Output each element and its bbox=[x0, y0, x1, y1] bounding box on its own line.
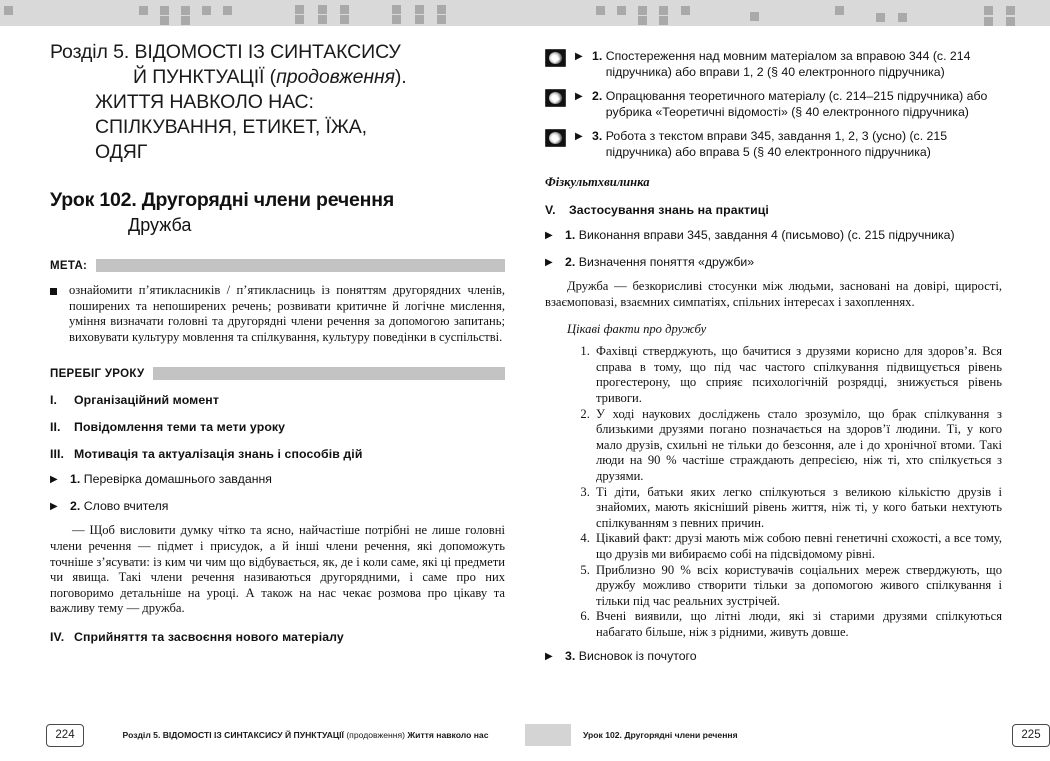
decorative-square bbox=[160, 16, 169, 25]
list-item: 2. У ході наукових досліджень стало зрозуміло, що брак спілкування з близькими друзями погано позначається на здоров’ї людини. Ті, у кого мало друзів, схильні не тільки до безсоння, але і до хронічної втоми. Такі люди на 90 % частіше страждають депресією, ніж ті, хто спілкується з друзями. bbox=[593, 407, 1002, 485]
video-item-label: Спостереження над мовним матеріалом за вправою 344 (с. 214 підручника) або вправи 1, 2 (§ 40 електронного підручника) bbox=[605, 49, 971, 79]
running-head-left-part3: Життя навколо нас bbox=[407, 730, 489, 740]
list-item bbox=[50, 499, 505, 515]
decorative-square bbox=[437, 5, 446, 14]
decorative-square bbox=[139, 6, 148, 15]
fizkultkhvylynka-label: Фізкультхвилинка bbox=[545, 175, 650, 189]
section-heading-ii bbox=[50, 420, 505, 434]
page-number-right: 225 bbox=[1012, 724, 1050, 747]
list-item: 3. Ті діти, батьки яких легко спілкуються з великою кількістю друзів і знайомих, мають якісніший рівень життя, ніж ті, у кого батьки нехтують спілкуванням з певних причин. bbox=[593, 485, 1002, 532]
chapter-heading-line-2-italic: продовження bbox=[276, 66, 395, 88]
triangle-bullet-icon: ▶ bbox=[575, 51, 583, 62]
list-item: 5. Приблизно 90 % всіх користувачів соціальних мереж стверджують, що дружбу можливо створити тільки за допомогою живого спілкування і тільки під час реальних зустрічей. bbox=[593, 563, 1002, 610]
video-item-number: 2. bbox=[592, 89, 603, 103]
meta-header bbox=[50, 259, 505, 272]
decorative-square bbox=[160, 6, 169, 15]
decorative-square bbox=[1006, 6, 1015, 15]
list-item bbox=[545, 649, 1002, 665]
video-item-label: Опрацювання теоретичного матеріалу (с. 214–215 підручника) або рубрика «Теоретичні відомості» (§ 40 електронного підручника) bbox=[605, 89, 988, 119]
video-item-label: Робота з текстом вправи 345, завдання 1, 2, 3 (усно) (с. 215 підручника) або вправа 5 (§ 40 електронного підручника) bbox=[605, 129, 948, 159]
decorative-square bbox=[596, 6, 605, 15]
square-bullet-icon bbox=[50, 283, 69, 345]
decorative-square bbox=[835, 6, 844, 15]
chapter-heading-line-5: ОДЯГ bbox=[95, 141, 148, 163]
decorative-square bbox=[295, 15, 304, 24]
chapter-heading-line-2-pre: Й ПУНКТУАЦІЇ ( bbox=[133, 66, 277, 88]
decorative-square bbox=[617, 6, 626, 15]
video-item-number: 3. bbox=[592, 129, 603, 143]
list-item-label: Визначення поняття «дружби» bbox=[578, 254, 755, 269]
chapter-heading-line-3: ЖИТТЯ НАВКОЛО НАС: bbox=[95, 91, 314, 113]
decorative-square bbox=[181, 16, 190, 25]
footer-right bbox=[525, 722, 1050, 748]
section-title-ii: Повідомлення теми та мети уроку bbox=[74, 420, 286, 435]
section-number-v: V. bbox=[545, 203, 556, 217]
triangle-bullet-icon: ▶ bbox=[545, 230, 553, 241]
triangle-bullet-icon: ▶ bbox=[545, 651, 553, 663]
page-spread bbox=[0, 26, 1050, 761]
list-item-label: Слово вчителя bbox=[83, 498, 169, 513]
running-head-left-part2: (продовження) bbox=[346, 730, 408, 740]
list-item: 4. Цікавий факт: друзі мають між собою певні генетичні схожості, а все тому, що друзів ми вибираємо собі на підсвідомому рівні. bbox=[593, 531, 1002, 562]
section-title-i: Організаційний момент bbox=[74, 393, 219, 408]
decorative-square bbox=[681, 6, 690, 15]
section-number-iii: III. bbox=[50, 447, 65, 462]
video-play-icon bbox=[545, 89, 566, 107]
section-heading-iii bbox=[50, 447, 505, 461]
triangle-bullet-icon: ▶ bbox=[50, 500, 58, 512]
chapter-heading-line-4: СПІЛКУВАННЯ, ЕТИКЕТ, ЇЖА, bbox=[95, 116, 367, 138]
chapter-heading-line-1: Розділ 5. ВІДОМОСТІ ІЗ СИНТАКСИСУ bbox=[50, 41, 401, 63]
page-right bbox=[525, 26, 1050, 761]
page-number-left: 224 bbox=[46, 724, 84, 747]
list-item-number: 2. bbox=[70, 498, 81, 513]
decorative-square bbox=[750, 12, 759, 21]
triangle-bullet-icon: ▶ bbox=[50, 474, 58, 486]
list-item bbox=[50, 472, 505, 488]
chapter-heading-line-2-post: ). bbox=[394, 66, 407, 88]
facts-list bbox=[545, 344, 1002, 640]
decorative-square bbox=[415, 5, 424, 14]
section-title-iii: Мотивація та актуалізація знань і способів дій bbox=[74, 447, 363, 462]
video-list-item bbox=[545, 129, 1002, 160]
decorative-square bbox=[984, 17, 993, 26]
decorative-square bbox=[4, 6, 13, 15]
course-rule-bar bbox=[153, 367, 505, 380]
meta-rule-bar bbox=[96, 259, 505, 272]
decorative-top-band bbox=[0, 0, 1050, 26]
lesson-title: Урок 102. Другорядні члени речення bbox=[50, 189, 395, 211]
triangle-bullet-icon: ▶ bbox=[575, 91, 583, 102]
list-item bbox=[545, 255, 1002, 271]
meta-goal-row bbox=[50, 283, 505, 345]
video-list-item bbox=[545, 49, 1002, 80]
triangle-bullet-icon: ▶ bbox=[545, 256, 553, 268]
teacher-paragraph: — Щоб висловити думку чітко та ясно, найчастіше потрібні не лише головні члени речення — підмет і присудок, а й інші члени речення, які допоможуть точніше з’ясувати: із ким чи чим що відбувається, як, де і коли саме, які ці предмети чи явища. Такі члени речення називаються другорядними, і саме про них поговоримо детальніше на уроці. А також на нас чекає розмова про цікаву та важливу тему — дружба. bbox=[50, 523, 505, 616]
list-item-number: 1. bbox=[565, 228, 576, 242]
lesson-subtitle: Дружба bbox=[128, 215, 192, 235]
decorative-square bbox=[984, 6, 993, 15]
section-number-i: I. bbox=[50, 393, 58, 408]
section-title-v: Застосування знань на практиці bbox=[569, 203, 769, 217]
course-header bbox=[50, 367, 505, 380]
friendship-definition: Дружба — безкорисливі стосунки між людьми, засновані на довірі, щирості, взаємоповазі, взаємних симпатіях, спільних інтересах і захопленнях. bbox=[545, 279, 1002, 309]
decorative-square bbox=[898, 13, 907, 22]
decorative-square bbox=[392, 15, 401, 24]
video-list-item bbox=[545, 89, 1002, 120]
section-heading-iv bbox=[50, 630, 505, 644]
decorative-square bbox=[340, 5, 349, 14]
decorative-square bbox=[223, 6, 232, 15]
decorative-square bbox=[659, 16, 668, 25]
list-item-label: Виконання вправи 345, завдання 4 (письмово) (с. 215 підручника) bbox=[578, 228, 955, 242]
section-heading-i bbox=[50, 393, 505, 407]
running-head-right: Урок 102. Другорядні члени речення bbox=[583, 730, 738, 740]
chapter-heading bbox=[50, 40, 505, 165]
list-item-label: Висновок із почутого bbox=[578, 649, 697, 664]
video-item-number: 1. bbox=[592, 49, 603, 63]
running-head-left-part1: Розділ 5. ВІДОМОСТІ ІЗ СИНТАКСИСУ Й ПУНКТУАЦІЇ bbox=[122, 730, 347, 740]
decorative-square bbox=[415, 15, 424, 24]
section-number-iv: IV. bbox=[50, 629, 65, 644]
meta-goal-text: ознайомити п’ятикласників / п’ятикласниць із поняттям другорядних членів, поширених та непоширених речень; розвивати критичне й логічне мислення, уміння визначати головні та другорядні члени речення за допомогою запитань; виховувати культуру мовлення та спілкування, культуру поведінки в суспільстві. bbox=[69, 283, 505, 344]
decorative-square bbox=[638, 6, 647, 15]
section-number-ii: II. bbox=[50, 420, 61, 435]
decorative-square bbox=[876, 13, 885, 22]
list-item: 1. Фахівці стверджують, що бачитися з друзями корисно для здоров’я. Вся справа в тому, що під час частого спілкування підвищується рівень прогестерону, що сприяє психологічній розрядці, знижується рівень тривоги. bbox=[593, 344, 1002, 406]
section-title-iv: Сприйняття та засвоєння нового матеріалу bbox=[74, 629, 344, 644]
course-label: ПЕРЕБІГ УРОКУ bbox=[50, 367, 145, 380]
list-item bbox=[545, 228, 1002, 244]
decorative-square bbox=[1006, 17, 1015, 26]
decorative-square bbox=[295, 5, 304, 14]
meta-label: МЕТА: bbox=[50, 259, 88, 272]
list-item-label: Перевірка домашнього завдання bbox=[83, 472, 272, 487]
footer-accent-bar-right bbox=[525, 724, 569, 746]
decorative-square bbox=[392, 5, 401, 14]
decorative-square bbox=[659, 6, 668, 15]
video-play-icon bbox=[545, 49, 566, 67]
page-left bbox=[0, 26, 525, 761]
decorative-square bbox=[318, 15, 327, 24]
decorative-square bbox=[202, 6, 211, 15]
footer-left bbox=[0, 722, 571, 748]
decorative-square bbox=[318, 5, 327, 14]
decorative-square bbox=[181, 6, 190, 15]
list-item-number: 1. bbox=[70, 472, 81, 487]
running-head-left bbox=[123, 730, 489, 740]
section-heading-v bbox=[545, 203, 1002, 217]
decorative-square bbox=[437, 15, 446, 24]
list-item-number: 3. bbox=[565, 649, 576, 664]
video-play-icon bbox=[545, 129, 566, 147]
list-item: 6. Вчені виявили, що літні люди, які зі старими друзями спілкуються набагато більше, ніж з рідними, живуть довше. bbox=[593, 609, 1002, 640]
decorative-square bbox=[638, 16, 647, 25]
decorative-square bbox=[340, 15, 349, 24]
chapter-heading-line-2 bbox=[50, 65, 505, 90]
triangle-bullet-icon: ▶ bbox=[575, 131, 583, 142]
list-item-number: 2. bbox=[565, 254, 576, 269]
facts-heading: Цікаві факти про дружбу bbox=[567, 322, 707, 337]
